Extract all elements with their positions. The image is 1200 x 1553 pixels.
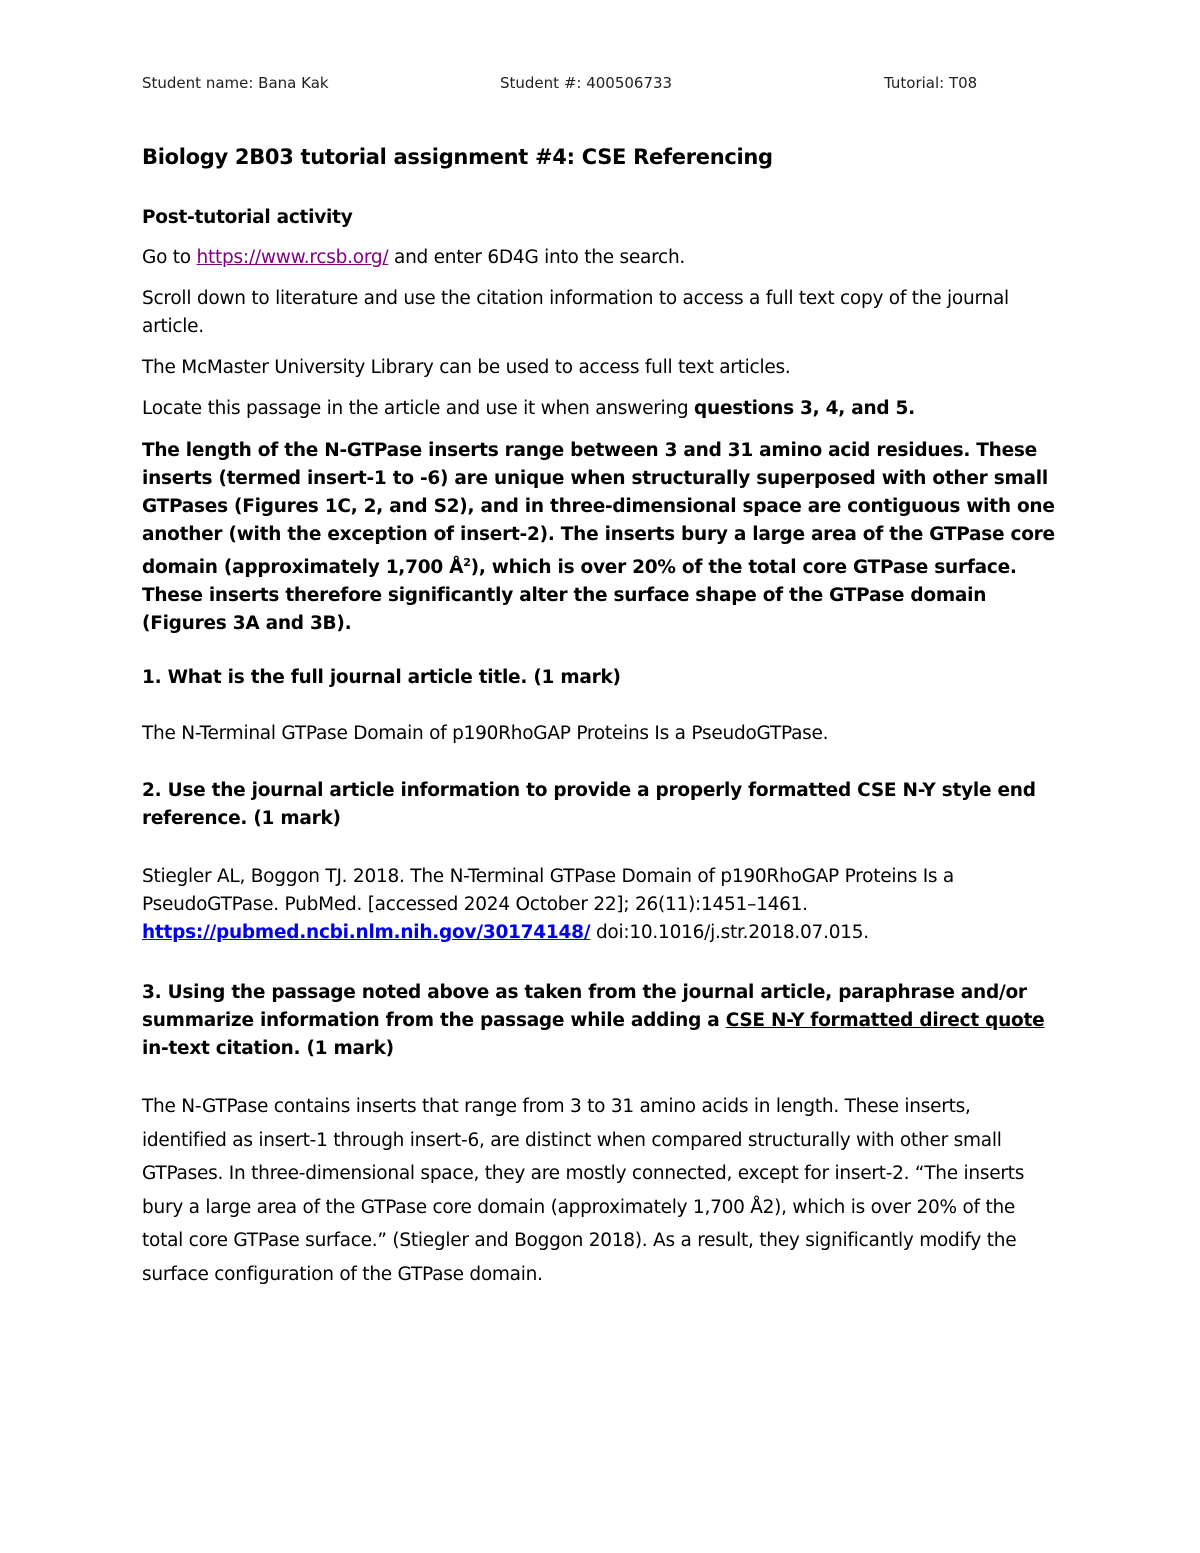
answer-2-reference	[142, 863, 1057, 947]
instruction-locate	[142, 395, 1057, 423]
pubmed-link[interactable]: https://pubmed.ncbi.nlm.nih.gov/30174148/	[142, 922, 591, 943]
tutorial-label: Tutorial: T08	[884, 74, 978, 92]
document-title: Biology 2B03 tutorial assignment #4: CSE Referencing	[142, 145, 773, 169]
article-passage	[142, 437, 1057, 638]
answer-1: The N-Terminal GTPase Domain of p190RhoGAP Proteins Is a PseudoGTPase.	[142, 723, 829, 744]
instruction-go-to-suffix: and enter 6D4G into the search.	[388, 247, 686, 268]
page-header	[142, 74, 1057, 98]
answer-2-doi: doi:10.1016/j.str.2018.07.015.	[590, 922, 869, 943]
student-number: Student #: 400506733	[500, 74, 673, 92]
question-3-suffix: in-text citation. (1 mark)	[142, 1038, 394, 1059]
rcsb-link[interactable]: https://www.rcsb.org/	[196, 247, 389, 268]
answer-3: The N-GTPase contains inserts that range from 3 to 31 amino acids in length. These inserts, identified as insert-1 through insert-6, are distinct when compared structurally with other small GTPases. In three-dimensional space, they are mostly connected, except for insert-2. “The inserts bury a large area of the GTPase core domain (approximately 1,700 Å2), which is over 20% of the total core GTPase surface.” (Stiegler and Boggon 2018). As a result, they significantly modify the surface configuration of the GTPase domain.	[142, 1096, 1025, 1285]
answer-2-text: Stiegler AL, Boggon TJ. 2018. The N-Terminal GTPase Domain of p190RhoGAP Proteins Is a PseudoGTPase. PubMed. [accessed 2024 October 22]; 26(11):1451–1461.	[142, 866, 955, 915]
question-1: 1. What is the full journal article title. (1 mark)	[142, 667, 621, 688]
passage-text-2: ), which is over 20% of the total core GTPase surface. These inserts therefore significantly alter the surface shape of the GTPase domain (Figures 3A and 3B).	[142, 557, 1017, 635]
section-subtitle: Post-tutorial activity	[142, 207, 353, 228]
instruction-scroll: Scroll down to literature and use the citation information to access a full text copy of the journal article.	[142, 288, 1009, 337]
passage-text-1: The length of the N-GTPase inserts range between 3 and 31 amino acid residues. These inserts (termed insert-1 to -6) are unique when structurally superposed with other small GTPases (Figures 1C, 2, and S2), and in three-dimensional space are contiguous with one another (with the exception of insert-2). The inserts bury a large area of the GTPase core domain (approximately 1,700 Å	[142, 440, 1055, 579]
instruction-go-to	[142, 244, 1057, 272]
instruction-locate-bold: questions 3, 4, and 5.	[694, 398, 915, 419]
student-name: Student name: Bana Kak	[142, 74, 329, 92]
instruction-library: The McMaster University Library can be used to access full text articles.	[142, 357, 791, 378]
question-2: 2. Use the journal article information to provide a properly formatted CSE N-Y style end reference. (1 mark)	[142, 780, 1036, 829]
question-3-prefix: 3. Using the passage noted above as taken from the journal article, paraphrase and/or summarize information from the passage while adding a	[142, 982, 1027, 1031]
question-3-underlined: CSE N-Y formatted direct quote	[725, 1010, 1045, 1031]
question-3	[142, 979, 1057, 1063]
passage-superscript: 2	[463, 556, 471, 569]
instruction-go-to-prefix: Go to	[142, 247, 197, 268]
instruction-locate-prefix: Locate this passage in the article and use it when answering	[142, 398, 695, 419]
